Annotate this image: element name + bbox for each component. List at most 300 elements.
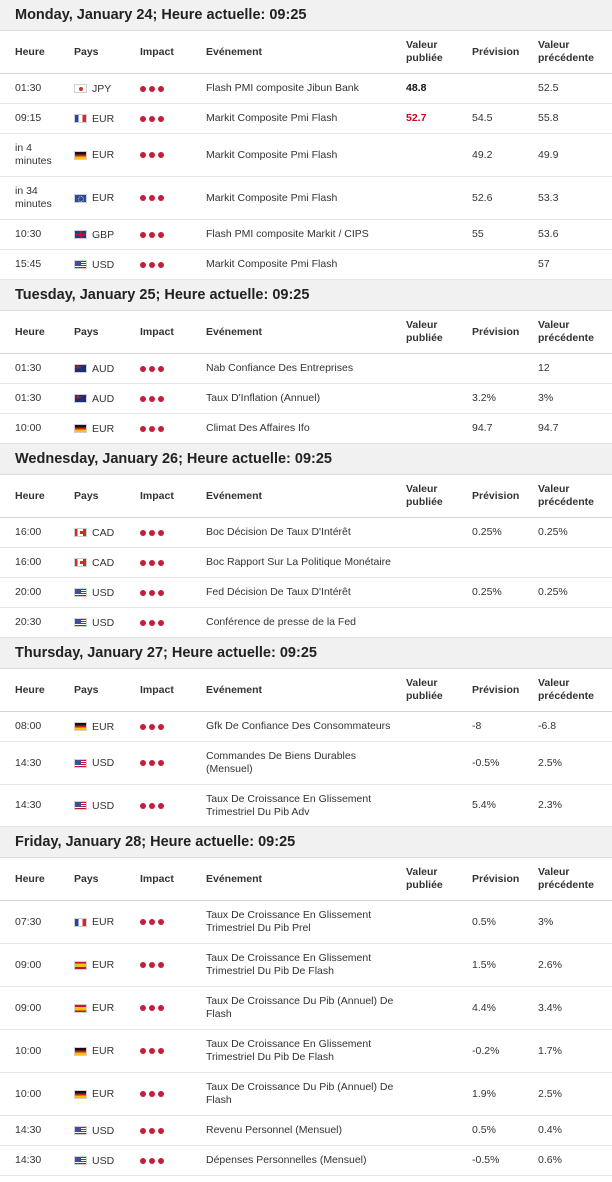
day-section: [0, 827, 612, 1176]
event-previous: 0.4%: [538, 1124, 562, 1136]
event-time: 07:30: [15, 915, 42, 928]
event-forecast: 52.6: [472, 191, 493, 204]
impact-indicator: [140, 800, 164, 812]
event-name[interactable]: Fed Décision De Taux D'Intérêt: [206, 586, 351, 598]
impact-dot-icon: [149, 232, 155, 238]
event-row[interactable]: [0, 712, 612, 742]
event-row[interactable]: [0, 384, 612, 414]
event-country: [74, 557, 114, 569]
event-currency: USD: [92, 616, 115, 629]
event-name[interactable]: Markit Composite Pmi Flash: [206, 258, 338, 270]
event-name[interactable]: Taux De Croissance En Glissement Trimestriel Du Pib De Flash: [206, 952, 372, 977]
impact-dots-icon: [140, 803, 164, 809]
event-forecast: 3.2%: [472, 392, 496, 404]
impact-dot-icon: [158, 366, 164, 372]
event-name[interactable]: Taux De Croissance En Glissement Trimestriel Du Pib Prel: [206, 909, 372, 934]
column-header-country: Pays: [74, 873, 99, 885]
impact-dot-icon: [158, 262, 164, 268]
event-currency: EUR: [92, 720, 115, 733]
impact-dot-icon: [149, 262, 155, 268]
jp-flag-icon: [74, 84, 87, 93]
column-header-actual: Valeur publiée: [406, 677, 443, 702]
day-section: [0, 444, 612, 638]
event-forecast: -8: [472, 720, 482, 732]
table-header-row: [0, 311, 612, 354]
de-flag-icon: [74, 424, 87, 433]
column-header-forecast: Prévision: [472, 489, 520, 502]
event-country: [74, 617, 114, 629]
event-name[interactable]: Commandes De Biens Durables (Mensuel): [206, 750, 356, 775]
impact-indicator: [140, 721, 164, 733]
column-header-time: Heure: [15, 489, 45, 502]
us-flag-icon: [74, 1126, 87, 1135]
event-time: 09:15: [15, 112, 42, 124]
event-previous: 0.25%: [538, 586, 568, 598]
event-forecast: 0.25%: [472, 526, 502, 538]
impact-dot-icon: [149, 560, 155, 566]
impact-dot-icon: [149, 152, 155, 158]
column-header-forecast: Prévision: [472, 683, 520, 696]
event-row[interactable]: [0, 250, 612, 280]
ca-flag-icon: [74, 528, 87, 537]
impact-dot-icon: [158, 1005, 164, 1011]
de-flag-icon: [74, 151, 87, 160]
impact-dot-icon: [158, 1158, 164, 1164]
impact-dot-icon: [149, 590, 155, 596]
impact-dots-icon: [140, 1005, 164, 1011]
impact-dot-icon: [158, 195, 164, 201]
impact-dots-icon: [140, 262, 164, 268]
impact-dot-icon: [149, 1048, 155, 1054]
column-header-time: Heure: [15, 45, 45, 58]
column-header-event: Evénement: [206, 683, 263, 696]
event-currency: EUR: [92, 959, 115, 971]
us-flag-icon: [74, 759, 87, 768]
impact-dot-icon: [158, 560, 164, 566]
impact-dot-icon: [140, 560, 146, 566]
impact-indicator: [140, 192, 164, 204]
event-forecast: 55: [472, 228, 484, 240]
event-actual: 48.8: [406, 82, 427, 94]
event-currency: AUD: [92, 392, 115, 405]
impact-indicator: [140, 113, 164, 125]
event-country: [74, 1045, 114, 1057]
event-currency: EUR: [92, 422, 115, 435]
impact-dot-icon: [140, 86, 146, 92]
event-forecast: 0.5%: [472, 915, 496, 928]
event-time: 14:30: [15, 1124, 42, 1136]
event-row[interactable]: [0, 742, 612, 785]
event-currency: CAD: [92, 526, 115, 539]
event-previous: 2.5%: [538, 756, 562, 769]
impact-dot-icon: [158, 1091, 164, 1097]
impact-dots-icon: [140, 724, 164, 730]
impact-indicator: [140, 1002, 164, 1014]
event-currency: USD: [92, 586, 115, 599]
event-row[interactable]: [0, 1030, 612, 1073]
impact-dot-icon: [149, 1005, 155, 1011]
impact-indicator: [140, 959, 164, 971]
impact-dot-icon: [140, 530, 146, 536]
event-name[interactable]: Markit Composite Pmi Flash: [206, 112, 338, 124]
event-currency: USD: [92, 757, 115, 769]
day-section: [0, 638, 612, 827]
event-row[interactable]: [0, 987, 612, 1030]
impact-dot-icon: [158, 724, 164, 730]
event-country: [74, 229, 114, 241]
event-forecast: 5.4%: [472, 799, 496, 811]
us-flag-icon: [74, 1156, 87, 1165]
impact-dot-icon: [149, 86, 155, 92]
day-title: Friday, January 28; Heure actuelle: 09:25: [0, 827, 612, 858]
event-time: in 34 minutes: [15, 185, 52, 210]
event-previous: 53.3: [538, 191, 559, 204]
event-actual: 52.7: [406, 112, 427, 124]
impact-indicator: [140, 1125, 164, 1137]
event-previous: 53.6: [538, 228, 559, 240]
impact-dot-icon: [140, 195, 146, 201]
event-name[interactable]: Taux De Croissance Du Pib (Annuel) De Flash: [206, 1081, 394, 1106]
impact-dot-icon: [158, 803, 164, 809]
impact-dot-icon: [140, 1128, 146, 1134]
event-forecast: 1.5%: [472, 958, 496, 971]
event-name[interactable]: Dépenses Personnelles (Mensuel): [206, 1154, 367, 1166]
event-forecast: 4.4%: [472, 1001, 496, 1014]
event-row[interactable]: [0, 1116, 612, 1146]
event-currency: EUR: [92, 1045, 115, 1057]
event-previous: -6.8: [538, 720, 557, 732]
column-header-time: Heure: [15, 325, 45, 338]
impact-indicator: [140, 363, 164, 375]
event-name[interactable]: Taux De Croissance Du Pib (Annuel) De Flash: [206, 995, 394, 1020]
event-time: 10:30: [15, 228, 42, 240]
event-country: [74, 363, 114, 375]
impact-dots-icon: [140, 1048, 164, 1054]
impact-dot-icon: [140, 760, 146, 766]
table-header-row: [0, 669, 612, 712]
event-country: [74, 800, 114, 812]
event-country: [74, 916, 114, 928]
day-title: Tuesday, January 25; Heure actuelle: 09:25: [0, 280, 612, 311]
impact-indicator: [140, 557, 164, 569]
impact-dot-icon: [149, 919, 155, 925]
event-row[interactable]: [0, 104, 612, 134]
column-header-country: Pays: [74, 46, 99, 58]
column-header-country: Pays: [74, 684, 99, 696]
impact-dot-icon: [140, 1158, 146, 1164]
impact-dot-icon: [149, 620, 155, 626]
table-header-row: [0, 475, 612, 518]
event-name[interactable]: Boc Rapport Sur La Politique Monétaire: [206, 556, 392, 568]
impact-dot-icon: [140, 962, 146, 968]
column-header-event: Evénement: [206, 325, 263, 338]
impact-indicator: [140, 83, 164, 95]
table-header-row: [0, 31, 612, 74]
event-name[interactable]: Gfk De Confiance Des Consommateurs: [206, 720, 391, 732]
event-currency: JPY: [92, 82, 112, 95]
event-row[interactable]: [0, 177, 612, 220]
au-flag-icon: [74, 364, 87, 373]
column-header-impact: Impact: [140, 46, 174, 58]
event-forecast: -0.5%: [472, 756, 500, 769]
impact-dot-icon: [158, 760, 164, 766]
impact-dot-icon: [140, 396, 146, 402]
impact-dot-icon: [158, 1128, 164, 1134]
column-header-impact: Impact: [140, 326, 174, 338]
column-header-actual: Valeur publiée: [406, 319, 443, 344]
column-header-actual: Valeur publiée: [406, 39, 443, 64]
event-country: [74, 527, 114, 539]
event-name[interactable]: Markit Composite Pmi Flash: [206, 191, 338, 204]
event-name[interactable]: Taux De Croissance En Glissement Trimestriel Du Pib Adv: [206, 792, 372, 818]
us-flag-icon: [74, 618, 87, 627]
event-time: 01:30: [15, 82, 42, 94]
us-flag-icon: [74, 260, 87, 269]
impact-dots-icon: [140, 590, 164, 596]
impact-dot-icon: [140, 919, 146, 925]
event-row[interactable]: [0, 134, 612, 177]
impact-dots-icon: [140, 760, 164, 766]
event-previous: 3.4%: [538, 1001, 562, 1014]
event-previous: 55.8: [538, 112, 559, 124]
impact-dot-icon: [149, 1158, 155, 1164]
impact-dot-icon: [149, 530, 155, 536]
event-row[interactable]: [0, 354, 612, 384]
fr-flag-icon: [74, 114, 87, 123]
event-previous: 94.7: [538, 422, 559, 434]
ca-flag-icon: [74, 558, 87, 567]
event-row[interactable]: [0, 608, 612, 638]
event-name[interactable]: Conférence de presse de la Fed: [206, 616, 357, 628]
column-header-actual: Valeur publiée: [406, 866, 443, 891]
event-name[interactable]: Climat Des Affaires Ifo: [206, 422, 310, 434]
gb-flag-icon: [74, 230, 87, 239]
impact-dots-icon: [140, 152, 164, 158]
event-country: [74, 721, 114, 733]
event-currency: USD: [92, 1154, 115, 1167]
column-header-country: Pays: [74, 490, 99, 502]
event-time: 16:00: [15, 556, 42, 568]
impact-dot-icon: [140, 1091, 146, 1097]
impact-indicator: [140, 393, 164, 405]
event-country: [74, 149, 114, 161]
event-time: 10:00: [15, 1044, 42, 1057]
column-header-event: Evénement: [206, 872, 263, 885]
event-previous: 2.3%: [538, 799, 562, 811]
event-previous: 2.6%: [538, 958, 562, 971]
event-time: 14:30: [15, 1154, 42, 1166]
event-currency: EUR: [92, 112, 115, 125]
event-previous: 49.9: [538, 148, 559, 161]
impact-indicator: [140, 1088, 164, 1100]
event-forecast: 0.5%: [472, 1124, 496, 1136]
column-header-previous: Valeur précédente: [538, 866, 595, 891]
event-currency: EUR: [92, 1002, 115, 1014]
event-time: 20:30: [15, 616, 42, 628]
event-country: [74, 1002, 114, 1014]
impact-dot-icon: [158, 590, 164, 596]
impact-dot-icon: [158, 426, 164, 432]
impact-dot-icon: [140, 366, 146, 372]
impact-dots-icon: [140, 530, 164, 536]
impact-indicator: [140, 149, 164, 161]
impact-dot-icon: [140, 426, 146, 432]
column-header-time: Heure: [15, 872, 45, 885]
event-country: [74, 757, 114, 769]
event-time: 09:00: [15, 958, 42, 971]
column-header-previous: Valeur précédente: [538, 677, 595, 702]
event-name[interactable]: Flash PMI composite Jibun Bank: [206, 82, 359, 94]
event-currency: AUD: [92, 362, 115, 375]
column-header-impact: Impact: [140, 873, 174, 885]
impact-dots-icon: [140, 1128, 164, 1134]
event-name[interactable]: Boc Décision De Taux D'Intérêt: [206, 526, 351, 538]
event-country: [74, 1088, 114, 1100]
de-flag-icon: [74, 1090, 87, 1099]
event-name[interactable]: Taux De Croissance En Glissement Trimestriel Du Pib De Flash: [206, 1038, 372, 1063]
event-previous: 0.25%: [538, 526, 568, 538]
column-header-forecast: Prévision: [472, 45, 520, 58]
day-title: Thursday, January 27; Heure actuelle: 09:25: [0, 638, 612, 669]
au-flag-icon: [74, 394, 87, 403]
impact-dot-icon: [140, 620, 146, 626]
event-name[interactable]: Markit Composite Pmi Flash: [206, 148, 338, 161]
event-currency: USD: [92, 258, 115, 271]
event-row[interactable]: [0, 901, 612, 944]
event-previous: 52.5: [538, 82, 559, 94]
column-header-time: Heure: [15, 683, 45, 696]
impact-dots-icon: [140, 232, 164, 238]
day-title: Wednesday, January 26; Heure actuelle: 09:25: [0, 444, 612, 475]
event-currency: EUR: [92, 192, 115, 204]
impact-indicator: [140, 229, 164, 241]
event-name[interactable]: Revenu Personnel (Mensuel): [206, 1124, 342, 1136]
impact-dot-icon: [158, 86, 164, 92]
table-header-row: [0, 858, 612, 901]
impact-dot-icon: [140, 590, 146, 596]
impact-dots-icon: [140, 560, 164, 566]
event-currency: USD: [92, 799, 115, 812]
impact-dot-icon: [158, 116, 164, 122]
impact-dot-icon: [149, 962, 155, 968]
event-time: 20:00: [15, 586, 42, 598]
event-row[interactable]: [0, 414, 612, 444]
event-time: 01:30: [15, 392, 42, 404]
column-header-forecast: Prévision: [472, 325, 520, 338]
event-country: [74, 83, 111, 95]
column-header-previous: Valeur précédente: [538, 319, 595, 344]
impact-indicator: [140, 916, 164, 928]
impact-dots-icon: [140, 919, 164, 925]
event-previous: 1.7%: [538, 1044, 562, 1057]
impact-dots-icon: [140, 86, 164, 92]
event-time: 10:00: [15, 1087, 42, 1100]
impact-dot-icon: [149, 116, 155, 122]
impact-indicator: [140, 527, 164, 539]
impact-dot-icon: [140, 1005, 146, 1011]
impact-dot-icon: [158, 232, 164, 238]
us-flag-icon: [74, 801, 87, 810]
impact-dots-icon: [140, 620, 164, 626]
event-country: [74, 423, 114, 435]
impact-indicator: [140, 259, 164, 271]
impact-dots-icon: [140, 116, 164, 122]
impact-dot-icon: [158, 919, 164, 925]
event-country: [74, 393, 114, 405]
impact-dots-icon: [140, 396, 164, 402]
impact-dot-icon: [149, 1128, 155, 1134]
impact-dot-icon: [140, 262, 146, 268]
event-time: in 4 minutes: [15, 142, 52, 167]
event-name[interactable]: Flash PMI composite Markit / CIPS: [206, 228, 369, 240]
event-row[interactable]: [0, 74, 612, 104]
event-time: 08:00: [15, 720, 42, 732]
event-country: [74, 113, 114, 125]
event-currency: EUR: [92, 149, 115, 161]
us-flag-icon: [74, 588, 87, 597]
impact-dot-icon: [140, 1048, 146, 1054]
event-previous: 2.5%: [538, 1087, 562, 1100]
impact-indicator: [140, 1155, 164, 1167]
es-flag-icon: [74, 961, 87, 970]
impact-dot-icon: [140, 232, 146, 238]
impact-indicator: [140, 587, 164, 599]
impact-dot-icon: [149, 760, 155, 766]
event-forecast: 54.5: [472, 112, 493, 124]
impact-dot-icon: [149, 195, 155, 201]
column-header-actual: Valeur publiée: [406, 483, 443, 508]
event-name[interactable]: Nab Confiance Des Entreprises: [206, 362, 354, 374]
impact-dots-icon: [140, 962, 164, 968]
impact-dot-icon: [158, 620, 164, 626]
impact-indicator: [140, 423, 164, 435]
event-row[interactable]: [0, 220, 612, 250]
event-forecast: -0.2%: [472, 1044, 500, 1057]
event-row[interactable]: [0, 944, 612, 987]
es-flag-icon: [74, 1004, 87, 1013]
column-header-event: Evénement: [206, 45, 263, 58]
event-previous: 3%: [538, 392, 554, 404]
event-forecast: 1.9%: [472, 1087, 496, 1100]
event-time: 01:30: [15, 362, 42, 374]
event-forecast: 0.25%: [472, 586, 502, 598]
impact-dot-icon: [158, 152, 164, 158]
event-currency: CAD: [92, 556, 115, 569]
event-country: [74, 587, 114, 599]
column-header-event: Evénement: [206, 489, 263, 502]
impact-indicator: [140, 1045, 164, 1057]
event-currency: USD: [92, 1124, 115, 1137]
impact-dot-icon: [140, 803, 146, 809]
event-row[interactable]: [0, 1146, 612, 1176]
event-time: 10:00: [15, 422, 42, 434]
event-row[interactable]: [0, 1073, 612, 1116]
day-title: Monday, January 24; Heure actuelle: 09:25: [0, 0, 612, 31]
column-header-country: Pays: [74, 326, 99, 338]
column-header-impact: Impact: [140, 684, 174, 696]
impact-dot-icon: [149, 724, 155, 730]
event-name[interactable]: Taux D'Inflation (Annuel): [206, 392, 321, 404]
event-row[interactable]: [0, 578, 612, 608]
event-row[interactable]: [0, 548, 612, 578]
event-previous: 12: [538, 362, 550, 374]
impact-dot-icon: [158, 1048, 164, 1054]
event-forecast: -0.5%: [472, 1154, 500, 1166]
event-row[interactable]: [0, 518, 612, 548]
event-country: [74, 959, 114, 971]
event-row[interactable]: [0, 785, 612, 827]
de-flag-icon: [74, 722, 87, 731]
